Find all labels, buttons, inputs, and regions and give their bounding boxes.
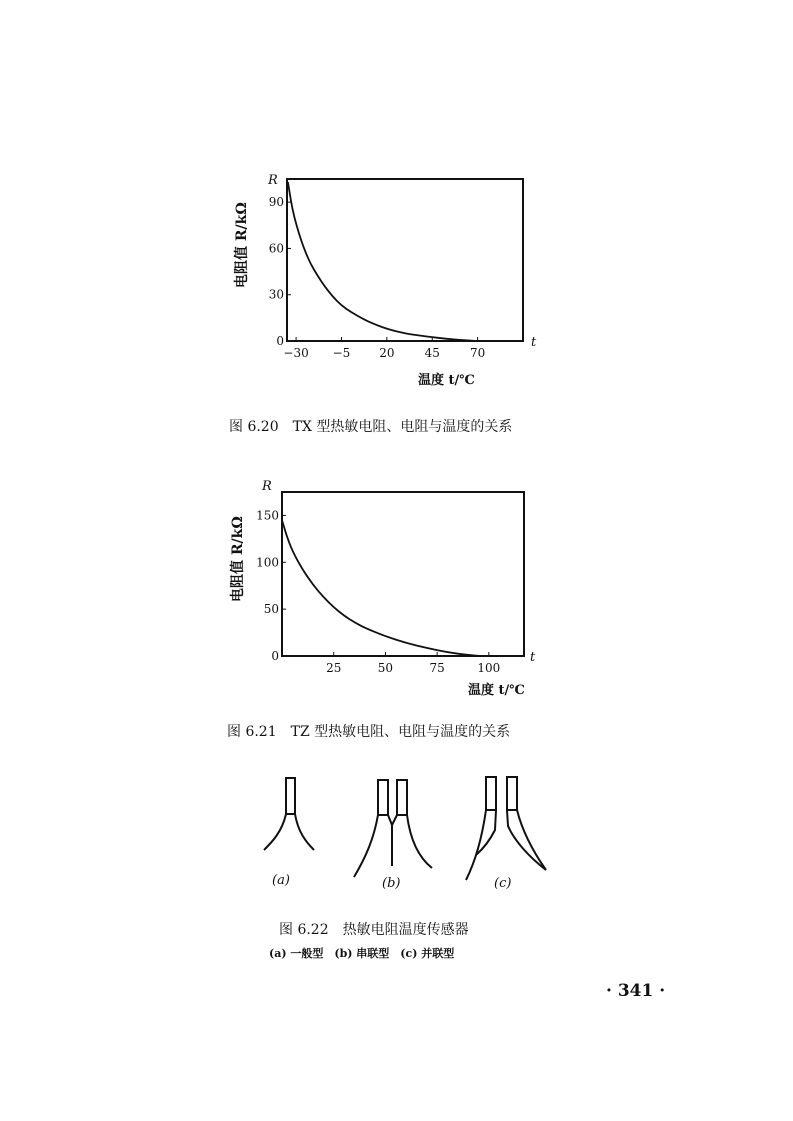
x-axis-symbol: t	[531, 335, 537, 350]
series-group	[282, 520, 481, 656]
figure-caption-6-20: 图 6.20 TX 型热敏电阻、电阻与温度的关系	[229, 419, 513, 435]
series-line	[288, 182, 478, 341]
sensor-label-a: (a)	[272, 873, 290, 888]
x-tick-label: −30	[283, 346, 309, 360]
x-tick-label: 75	[429, 661, 445, 675]
sensor-label-c: (c)	[494, 876, 512, 891]
sensor-a-drawing	[264, 778, 314, 850]
x-tick-label: 50	[377, 661, 394, 675]
sensor-label-b: (b)	[382, 876, 401, 891]
y-tick-label: 50	[263, 602, 279, 617]
y-axis-symbol: R	[262, 479, 272, 494]
x-tick-label: 25	[326, 661, 342, 675]
series-line	[282, 520, 481, 656]
sensor-c-drawing	[466, 777, 546, 880]
y-tick-label: 0	[276, 334, 284, 348]
x-axis-label: 温度 t/℃	[418, 373, 475, 388]
chart-tx-thermistor	[233, 173, 537, 388]
page-number: · 341 ·	[606, 981, 666, 1001]
figure-caption-6-21: 图 6.21 TZ 型热敏电阻、电阻与温度的关系	[227, 724, 511, 740]
y-tick-label: 60	[268, 241, 284, 256]
plot-frame	[282, 492, 524, 656]
y-axis-symbol: R	[268, 173, 278, 188]
y-axis-label: 电阻值 R/kΩ	[234, 202, 250, 288]
x-tick-label: 100	[477, 661, 501, 675]
chart-tz-thermistor	[229, 479, 536, 698]
y-axis-label: 电阻值 R/kΩ	[230, 516, 246, 602]
y-tick-label: 0	[271, 649, 279, 663]
sensor-b-drawing	[354, 780, 432, 877]
x-tick-label: 20	[379, 346, 395, 360]
series-group	[288, 182, 478, 341]
x-axis-label: 温度 t/℃	[468, 683, 525, 698]
y-tick-label: 100	[256, 555, 279, 570]
y-tick-label: 30	[268, 287, 284, 302]
y-tick-label: 150	[256, 508, 279, 523]
plot-frame	[287, 179, 523, 341]
figure-subcaption-6-22: (a) 一般型 (b) 串联型 (c) 并联型	[269, 947, 455, 960]
x-axis-symbol: t	[530, 650, 536, 665]
y-tick-label: 90	[268, 195, 284, 210]
x-tick-label: 70	[469, 346, 486, 360]
x-tick-label: 45	[424, 346, 440, 360]
x-tick-label: −5	[332, 346, 351, 360]
figure-caption-6-22: 图 6.22 热敏电阻温度传感器	[279, 922, 469, 938]
